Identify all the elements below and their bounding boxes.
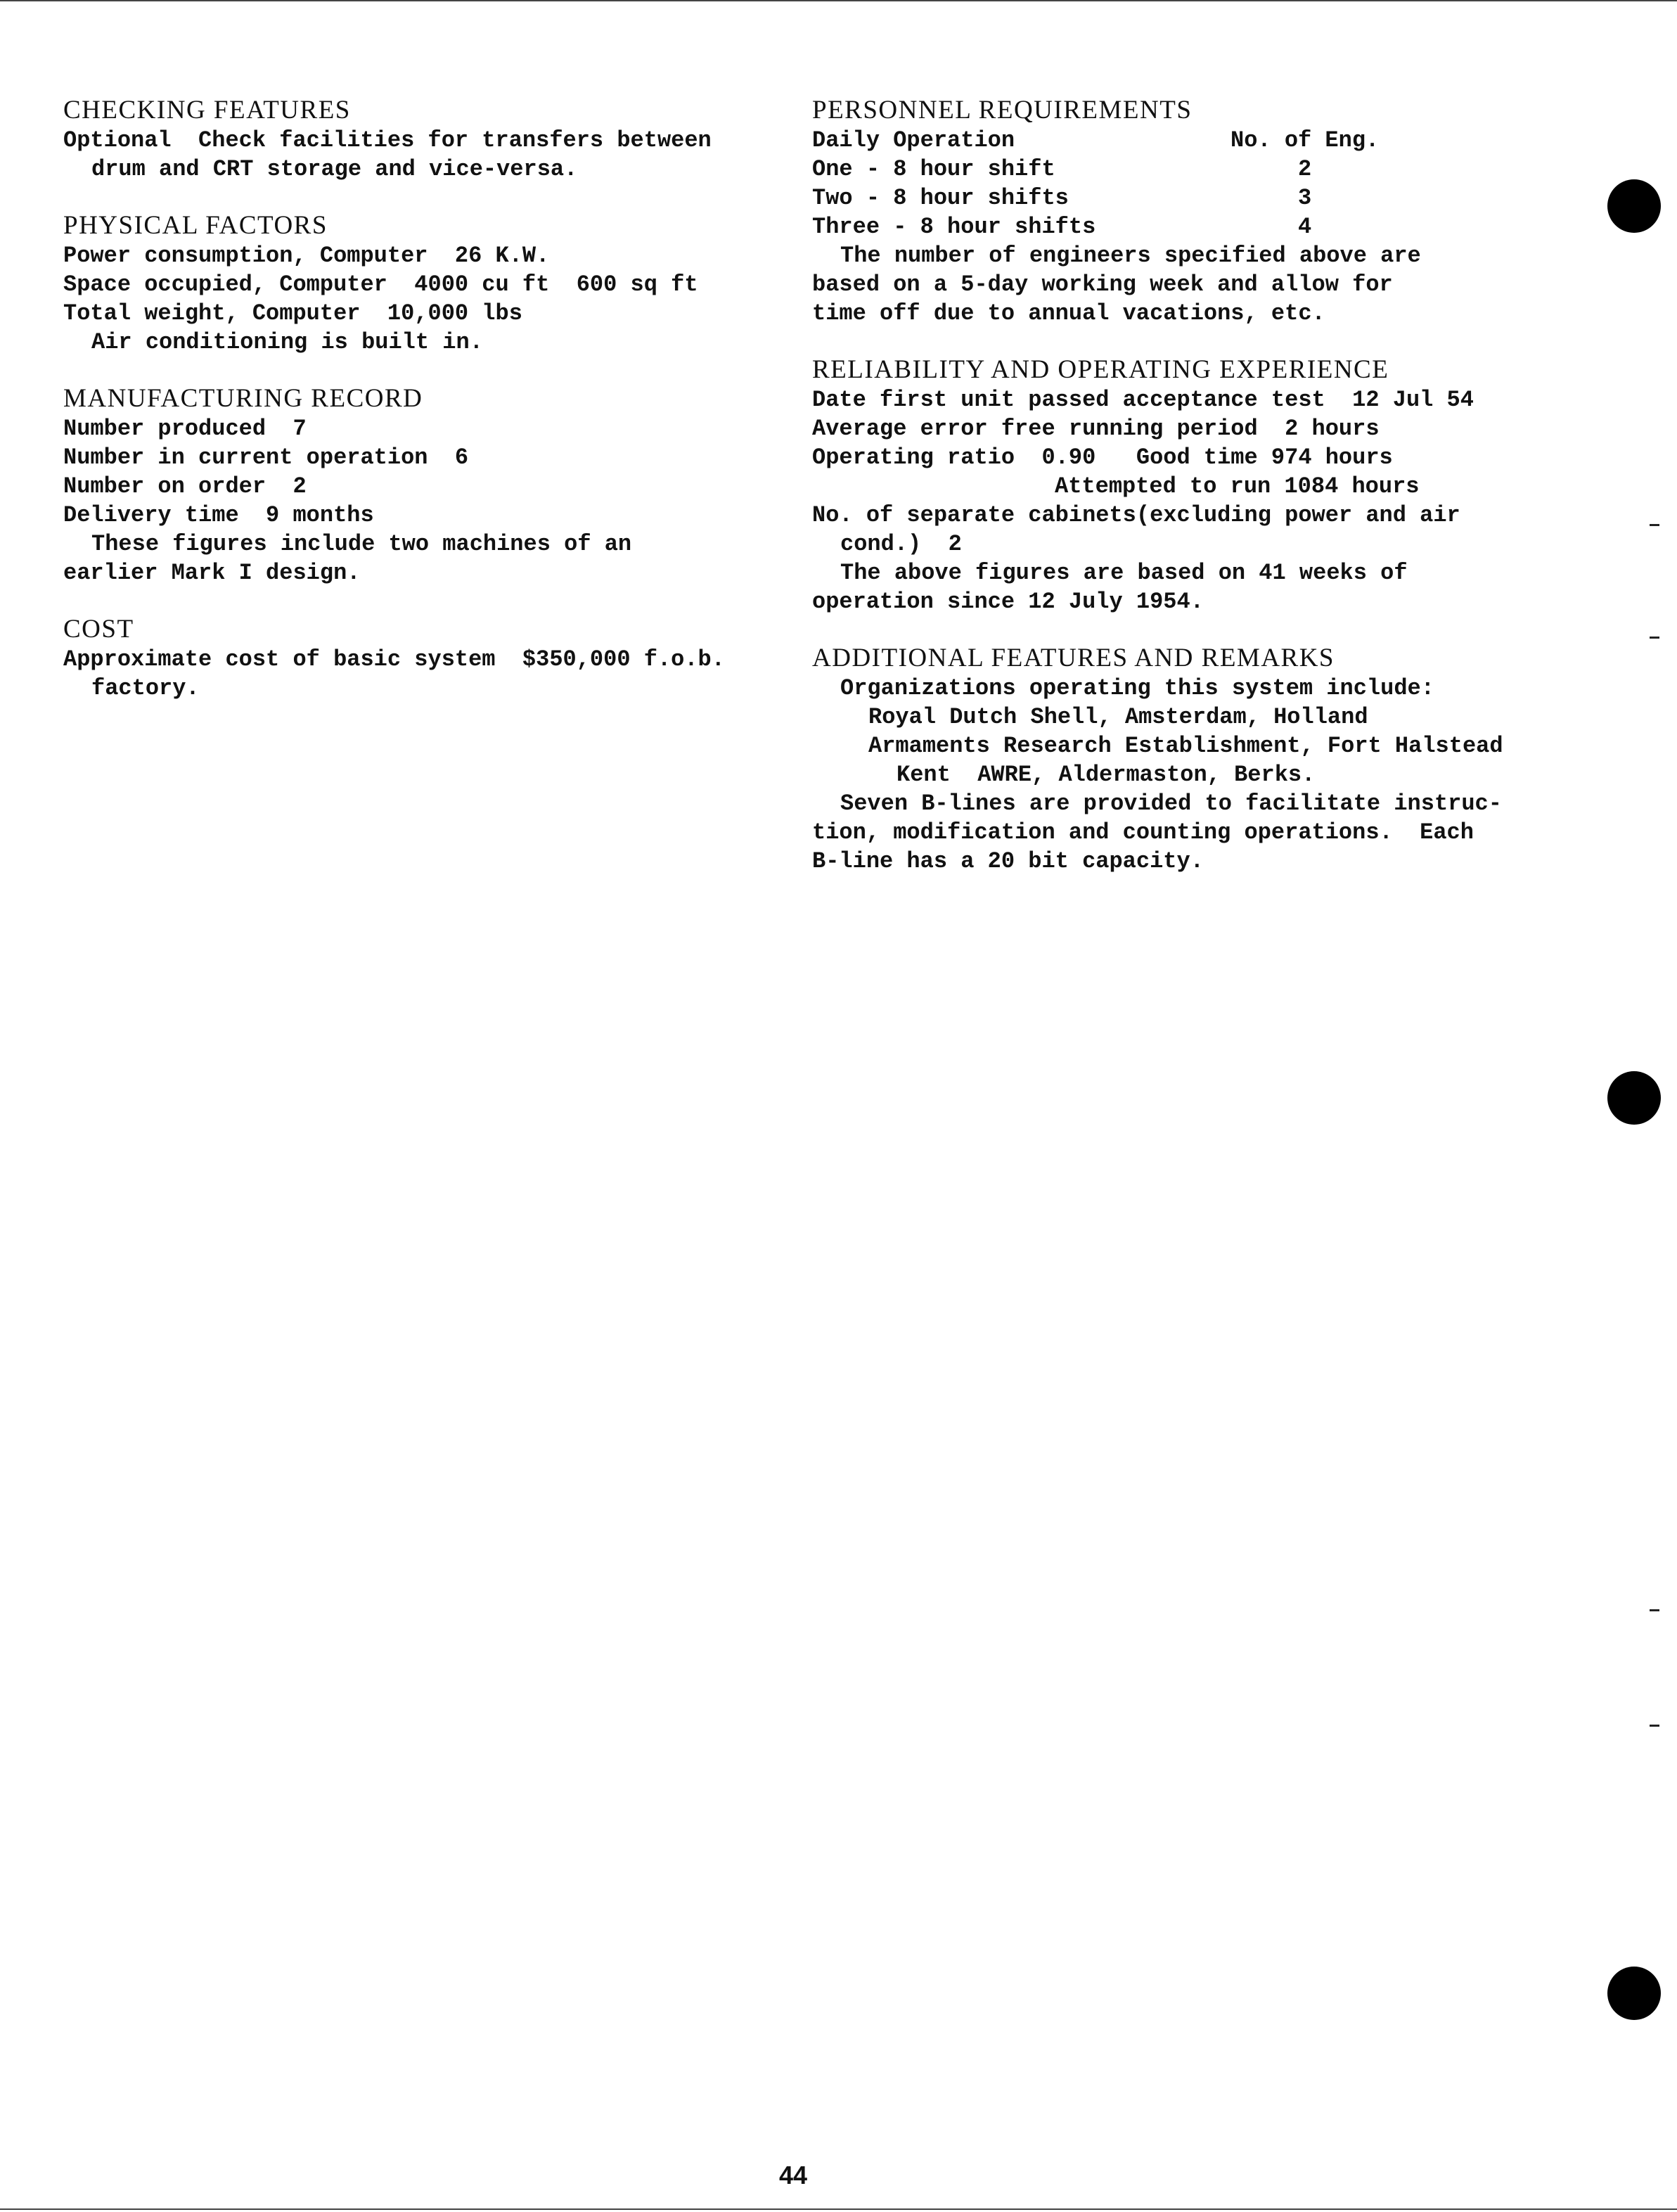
personnel-row-label: Three - 8 hour shifts (812, 214, 1096, 240)
daily-operation-header: Daily Operation (812, 127, 1015, 153)
manufacturing-line-4: Delivery time 9 months (63, 502, 374, 528)
punch-hole-middle (1607, 1071, 1661, 1125)
cost-line-1: Approximate cost of basic system $350,000 f.o.b. (63, 646, 725, 672)
personnel-line-3: time off due to annual vacations, etc. (812, 300, 1325, 326)
personnel-row-value: 3 (1298, 185, 1312, 211)
reliability-line-8: operation since 12 July 1954. (812, 589, 1204, 615)
additional-line-4: Kent AWRE, Aldermaston, Berks. (897, 762, 1316, 788)
personnel-table-header (812, 126, 1557, 155)
manufacturing-line-6: earlier Mark I design. (63, 560, 361, 586)
personnel-row (812, 155, 1557, 184)
manufacturing-line-5: These figures include two machines of an (91, 531, 632, 557)
additional-line-1: Organizations operating this system include: (840, 675, 1434, 701)
margin-tick (1650, 1609, 1659, 1611)
checking-line-2: drum and CRT storage and vice-versa. (91, 156, 578, 182)
manufacturing-line-2: Number in current operation 6 (63, 445, 469, 471)
additional-line-2: Royal Dutch Shell, Amsterdam, Holland (868, 704, 1368, 730)
personnel-requirements-section (812, 95, 1557, 328)
margin-tick (1650, 524, 1659, 526)
manufacturing-line-3: Number on order 2 (63, 473, 307, 499)
punch-hole-top (1607, 179, 1661, 233)
physical-factors-section (63, 210, 795, 357)
additional-line-6: tion, modification and counting operations. Each (812, 819, 1474, 845)
physical-line-1: Power consumption, Computer 26 K.W. (63, 243, 550, 269)
additional-line-5: Seven B-lines are provided to facilitate instruc- (840, 791, 1502, 817)
manufacturing-line-1: Number produced 7 (63, 416, 307, 442)
margin-tick (1650, 1725, 1659, 1727)
personnel-row-label: Two - 8 hour shifts (812, 185, 1069, 211)
checking-features-heading: CHECKING FEATURES (63, 96, 351, 124)
manufacturing-record-section (63, 383, 795, 587)
personnel-row (812, 184, 1557, 212)
reliability-line-4: Attempted to run 1084 hours (1055, 473, 1420, 499)
page-number: 44 (779, 2161, 808, 2189)
reliability-section (812, 354, 1557, 616)
reliability-heading: RELIABILITY AND OPERATING EXPERIENCE (812, 355, 1389, 384)
checking-features-section (63, 95, 795, 184)
physical-factors-heading: PHYSICAL FACTORS (63, 211, 328, 240)
margin-tick (1650, 637, 1659, 639)
physical-line-3: Total weight, Computer 10,000 lbs (63, 300, 522, 326)
reliability-line-2: Average error free running period 2 hours (812, 416, 1380, 442)
reliability-line-5: No. of separate cabinets(excluding power and air (812, 502, 1460, 528)
personnel-line-2: based on a 5-day working week and allow for (812, 271, 1393, 298)
reliability-line-7: The above figures are based on 41 weeks of (840, 560, 1408, 586)
cost-section (63, 614, 795, 703)
personnel-row-value: 2 (1298, 156, 1312, 182)
additional-line-7: B-line has a 20 bit capacity. (812, 848, 1204, 874)
punch-hole-bottom (1607, 1967, 1661, 2020)
physical-line-2: Space occupied, Computer 4000 cu ft 600 sq ft (63, 271, 698, 298)
reliability-line-6: cond.) 2 (840, 531, 962, 557)
additional-features-section (812, 643, 1557, 876)
additional-features-heading: ADDITIONAL FEATURES AND REMARKS (812, 644, 1335, 672)
left-column (63, 95, 795, 729)
page-top-edge (0, 0, 1677, 1)
additional-line-3: Armaments Research Establishment, Fort Halstead (868, 733, 1503, 759)
reliability-line-3: Operating ratio 0.90 Good time 974 hours (812, 445, 1393, 471)
manufacturing-record-heading: MANUFACTURING RECORD (63, 384, 423, 413)
personnel-row-value: 4 (1298, 214, 1312, 240)
personnel-requirements-heading: PERSONNEL REQUIREMENTS (812, 96, 1193, 124)
page-bottom-edge (0, 2208, 1677, 2210)
no-of-eng-header: No. of Eng. (1231, 127, 1380, 153)
personnel-line-1: The number of engineers specified above are (840, 243, 1421, 269)
right-column (812, 95, 1557, 902)
cost-heading: COST (63, 615, 134, 644)
personnel-row (812, 212, 1557, 241)
physical-line-4: Air conditioning is built in. (91, 329, 483, 355)
personnel-row-label: One - 8 hour shift (812, 156, 1055, 182)
checking-line-1: Optional Check facilities for transfers between (63, 127, 712, 153)
cost-line-2: factory. (91, 675, 200, 701)
reliability-line-1: Date first unit passed acceptance test 12 Jul 54 (812, 387, 1474, 413)
